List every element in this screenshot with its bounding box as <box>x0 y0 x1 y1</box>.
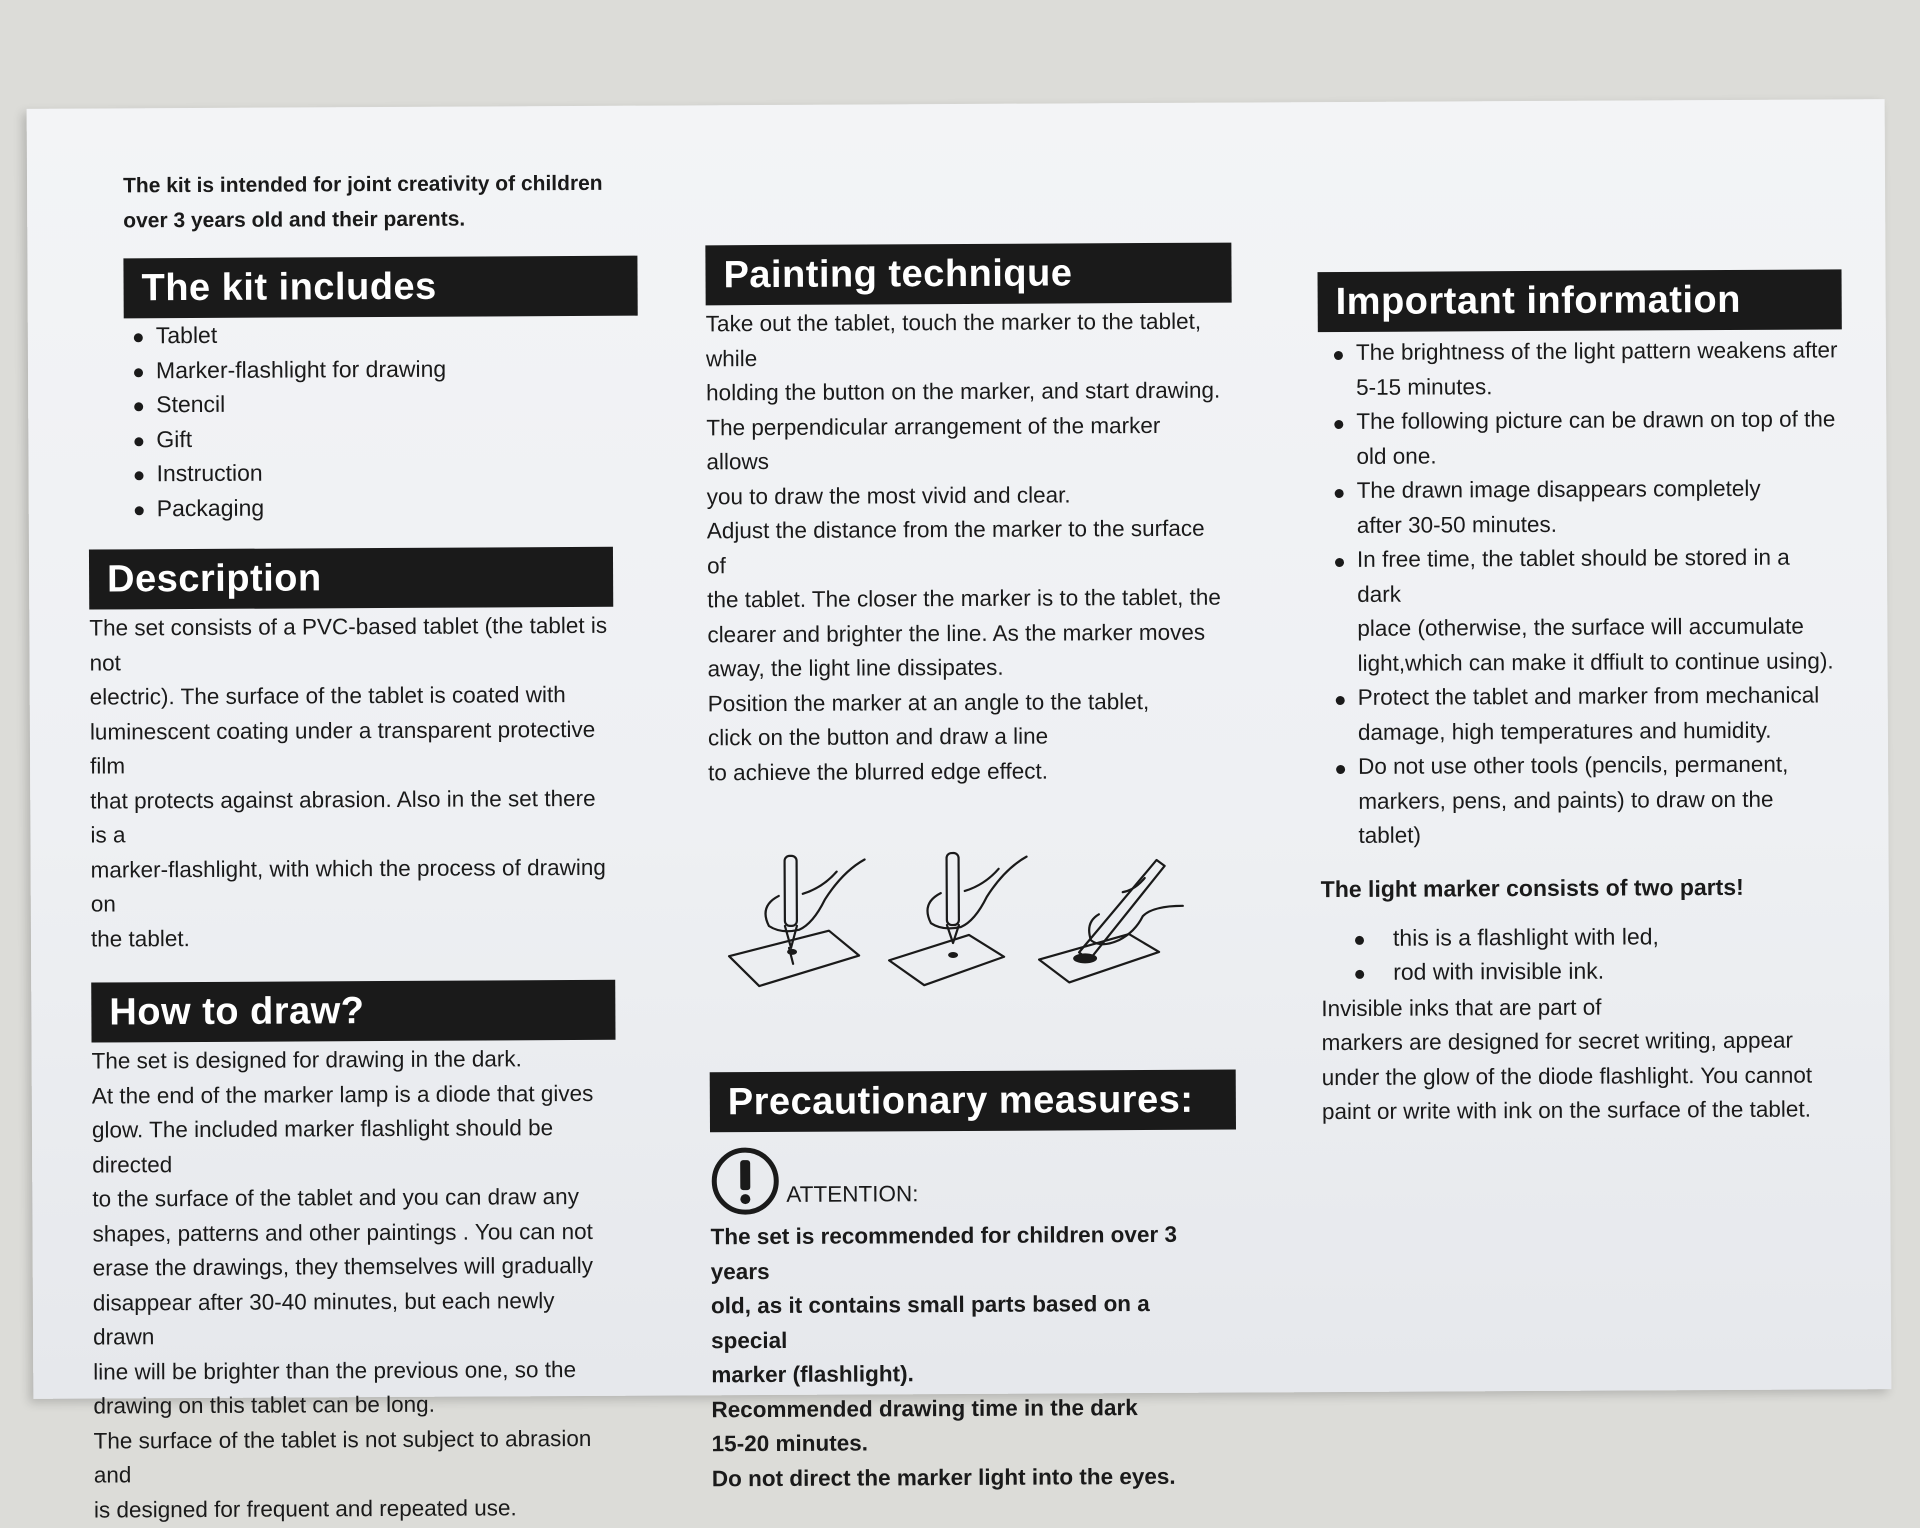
description-text <box>89 609 611 957</box>
text-line: under the glow of the diode flashlight. You cannot <box>1321 1062 1813 1090</box>
exclamation-circle-icon <box>710 1146 780 1216</box>
text-line: shapes, patterns and other paintings . You can not <box>92 1218 593 1247</box>
text-line: you to draw the most vivid and clear. <box>706 481 1071 509</box>
list-item <box>1329 471 1839 543</box>
text-line: At the end of the marker lamp is a diode that gives <box>91 1080 594 1109</box>
hand-icon <box>765 859 865 931</box>
text-line: the tablet. The closer the marker is to the tablet, the <box>707 584 1221 613</box>
text-line: place (otherwise, the surface will accumulate <box>1357 613 1804 641</box>
text-line: that protects against abrasion. Also in the set there is a <box>90 785 596 848</box>
text-line: Invisible inks that are part of <box>1321 994 1602 1021</box>
list-item: this is a flashlight with led, <box>1353 918 1841 955</box>
text-line: erase the drawings, they themselves will gradually <box>92 1252 594 1281</box>
how-to-draw-text <box>92 1042 615 1528</box>
light-marker-list <box>1353 918 1841 990</box>
attention-row <box>710 1144 1230 1217</box>
text-line: paint or write with ink on the surface of the tablet. <box>1321 1096 1811 1125</box>
text-line: clearer and brighter the line. As the marker moves <box>707 619 1206 647</box>
list-item <box>1329 540 1840 681</box>
text-line: The drawn image disappears completely <box>1356 475 1761 503</box>
precaution-section <box>710 1070 1232 1497</box>
marker-icon <box>785 856 797 926</box>
text-line: is designed for frequent and repeated use. <box>93 1494 517 1523</box>
right-column <box>1318 269 1842 1129</box>
text-line: electric). The surface of the tablet is coated with <box>89 682 566 710</box>
list-item: Marker-flashlight for drawing <box>132 350 608 387</box>
text-line: The set is recommended for children over 3 years <box>710 1221 1178 1284</box>
text-line: 5-15 minutes. <box>1356 373 1493 400</box>
text-line: click on the button and draw a line <box>707 723 1049 751</box>
text-line: The set is designed for drawing in the dark. <box>91 1046 522 1074</box>
text-line: marker (flashlight). <box>711 1361 914 1388</box>
attention-label: ATTENTION: <box>786 1181 919 1207</box>
painting-technique-heading: Painting technique <box>705 243 1231 306</box>
hand-icon <box>927 857 1027 929</box>
how-to-draw-heading: How to draw? <box>91 980 615 1043</box>
precaution-heading: Precautionary measures: <box>710 1070 1236 1133</box>
painting-technique-text <box>706 305 1229 791</box>
list-item: Gift <box>132 419 608 456</box>
text-line: In free time, the tablet should be stored in a dark <box>1356 544 1790 607</box>
list-item <box>1330 678 1840 750</box>
tablet-icon <box>889 935 1004 986</box>
intro-line: The kit is intended for joint creativity of children <box>122 171 603 198</box>
text-line: 15-20 minutes. <box>711 1430 869 1457</box>
text-line: light,which can make it dffiult to continue using). <box>1357 647 1834 676</box>
text-line: The perpendicular arrangement of the marker allows <box>706 412 1161 475</box>
important-information-list <box>1328 333 1841 853</box>
list-item: Packaging <box>133 488 609 525</box>
light-marker-title: The light marker consists of two parts! <box>1320 873 1744 902</box>
text-line: disappear after 30-40 minutes, but each newly drawn <box>92 1287 555 1350</box>
text-line: Recommended drawing time in the dark <box>711 1394 1138 1422</box>
list-item: Stencil <box>132 385 608 422</box>
text-line: Take out the tablet, touch the marker to the tablet, while <box>705 308 1202 371</box>
kit-heading: The kit includes <box>123 256 637 319</box>
text-line: to achieve the blurred edge effect. <box>708 758 1049 785</box>
text-line: after 30-50 minutes. <box>1356 511 1558 538</box>
list-item: Instruction <box>132 454 608 491</box>
hand-marker-tablet-illustration <box>718 834 1219 1007</box>
instruction-sheet <box>27 99 1892 1523</box>
text-line: The brightness of the light pattern weakens after <box>1355 337 1838 365</box>
list-item: rod with invisible ink. <box>1353 952 1841 989</box>
left-column <box>87 166 614 1528</box>
important-information-heading: Important information <box>1318 269 1842 332</box>
list-item <box>1328 333 1838 405</box>
text-line: The following picture can be drawn on top of the <box>1356 406 1836 434</box>
marker-icon <box>947 853 959 925</box>
list-item <box>1330 747 1841 853</box>
list-item <box>1328 402 1838 474</box>
text-line: Do not direct the marker light into the eyes. <box>711 1463 1176 1491</box>
tablet-icon <box>1039 934 1159 983</box>
text-line: line will be brighter than the previous one, so the <box>93 1356 577 1385</box>
list-item: Tablet <box>132 316 608 353</box>
text-line: The surface of the tablet is not subject to abrasion and <box>93 1425 592 1488</box>
text-line: away, the light line dissipates. <box>707 654 1004 682</box>
text-line: markers are designed for secret writing, appear <box>1321 1027 1794 1056</box>
kit-list <box>132 316 609 525</box>
middle-column <box>705 243 1232 1497</box>
text-line: Adjust the distance from the marker to the surface of <box>706 515 1205 578</box>
text-line: luminescent coating under a transparent protective film <box>89 716 596 779</box>
text-line: to the surface of the tablet and you can draw any <box>92 1183 579 1212</box>
text-line: glow. The included marker flashlight should be directed <box>91 1115 554 1178</box>
text-line: the tablet. <box>90 925 190 952</box>
text-line: drawing on this tablet can be long. <box>93 1391 435 1419</box>
text-line: Position the marker at an angle to the tablet, <box>707 688 1150 716</box>
text-line: The set consists of a PVC-based tablet (the tablet is not <box>89 612 608 676</box>
text-line: old, as it contains small parts based on a special <box>710 1291 1150 1353</box>
text-line: damage, high temperatures and humidity. <box>1357 717 1772 745</box>
text-line: Protect the tablet and marker from mechanical <box>1357 682 1820 710</box>
light-marker-text <box>1321 989 1842 1130</box>
text-line: marker-flashlight, with which the process of drawing on <box>90 854 606 917</box>
text-line: markers, pens, and paints) to draw on the tablet) <box>1358 786 1774 848</box>
precaution-text <box>710 1218 1231 1497</box>
description-heading: Description <box>89 547 613 610</box>
text-line: Do not use other tools (pencils, permanent, <box>1358 751 1789 779</box>
intro-text <box>123 166 607 239</box>
text-line: holding the button on the marker, and start drawing. <box>706 377 1221 406</box>
text-line: old one. <box>1356 442 1437 469</box>
intro-line: over 3 years old and their parents. <box>123 207 466 233</box>
